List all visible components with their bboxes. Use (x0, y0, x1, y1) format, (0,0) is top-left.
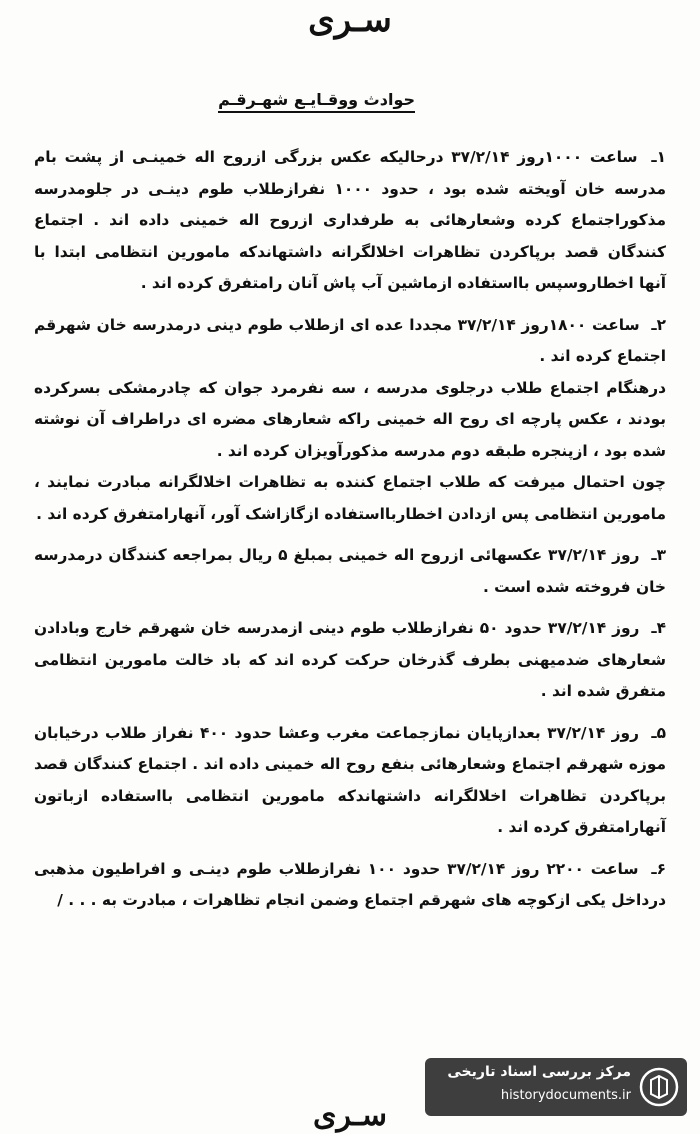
paragraph-text: درهنگام اجتماع طلاب درجلوی مدرسه ، سه نفرمرد جوان که چادرمشکی بسرکرده بودند ، عکس پارچه ای روح اله خمینی راکه شعارهای مضره ای دراطراف آن نوشته شده بود ، ازپنجره طبقه دوم مدرسه مذکورآویزان کرده اند . (34, 378, 666, 460)
paragraph-2c (34, 467, 666, 530)
paragraph-2b (34, 373, 666, 468)
paragraph-text: ساعت ۲۲۰۰ روز ۳۷/۲/۱۴ حدود ۱۰۰ نفرازطلاب طوم دینـی و افراطیون مذهبی درداخل یکی ازکوچه های شهرقم اجتماع وضمن انجام تظاهرات ، مبادرت به . . . / (34, 859, 666, 909)
paragraph-number: ۶ـ (651, 859, 666, 878)
paragraph-6 (34, 854, 666, 917)
paragraph-number: ۱ـ (651, 148, 667, 166)
paragraph-3 (34, 540, 666, 603)
archive-logo-icon (639, 1067, 679, 1107)
watermark-badge (425, 1058, 687, 1116)
paragraph-text: روز ۳۷/۲/۱۴ بعدازپایان نمازجماعت مغرب وعشا حدود ۴۰۰ نفراز طلاب درخیابان موزه شهرقم اجتماع وشعارهائی بنفع روح اله خمینی داده اند . اجتماع کنندگان قصد برپاکردن تظاهرات اخلالگرانه داشتهاندکه مامورین انتظامی بااستفاده ازباتون آنهارامتفرق کرده اند . (34, 723, 666, 836)
paragraph-number: ۵ـ (651, 723, 666, 742)
classification-header: سـری (308, 0, 392, 40)
paragraph-text: ساعت ۱۰۰۰روز ۳۷/۲/۱۴ درحالیکه عکس بزرگی ازروح اله خمینـی از پشت بام مدرسه خان آویخته شده بود ، حدود ۱۰۰۰ نفرازطلاب طوم دینـی در جلومدرسه مذکوراجتماع کرده وشعارهائی به طرفداری ازروح اله خمینی داده اند . اجتماع کنندگان قصد برپاکردن تظاهرات اخلالگرانه داشتهاندکه مامورین انتظامی ابتدا با آنها اخطاروسپس بااستفاده ازماشین آب پاش آنان رامتفرق کرده اند . (34, 148, 666, 292)
document-body (34, 142, 666, 927)
paragraph-text: چون احتمال میرفت که طلاب اجتماع کننده به تظاهرات اخلالگرانه مبادرت نمایند ، مامورین انتظامی پس ازدادن اخطاربااستفاده ازگازاشک آور، آنهارامتفرق کرده اند . (34, 473, 666, 523)
paragraph-4 (34, 613, 666, 708)
document-title: حوادث ووقـایـع شهـرقـم (218, 90, 415, 113)
watermark-name: مرکز بررسی اسناد تاریخی (447, 1064, 631, 1080)
paragraph-number: ۳ـ (651, 546, 666, 564)
paragraph-text: روز ۳۷/۲/۱۴ حدود ۵۰ نفرازطلاب طوم دینی ازمدرسه خان شهرقم خارج وبادادن شعارهای ضدمیهنی بطرف گذرخان حرکت کرده اند که باد خالت مامورین انتظامی متفرق شده اند . (34, 619, 666, 700)
paragraph-number: ۲ـ (651, 315, 666, 334)
paragraph-number: ۴ـ (651, 619, 666, 637)
paragraph-text: ساعت ۱۸۰۰روز ۳۷/۲/۱۴ مجددا عده ای ازطلاب طوم دینی درمدرسه خان شهرقم اجتماع کرده اند . (34, 315, 666, 365)
watermark-url: historydocuments.ir (500, 1088, 631, 1103)
paragraph-1 (34, 142, 666, 300)
paragraph-text: روز ۳۷/۲/۱۴ عکسهائی ازروح اله خمینی بمبلغ ۵ ریال بمراجعه کنندگان درمدرسه خان فروخته شده است . (34, 546, 666, 596)
classification-footer: سـری (313, 1098, 387, 1133)
paragraph-5 (34, 718, 666, 844)
paragraph-2 (34, 310, 666, 373)
